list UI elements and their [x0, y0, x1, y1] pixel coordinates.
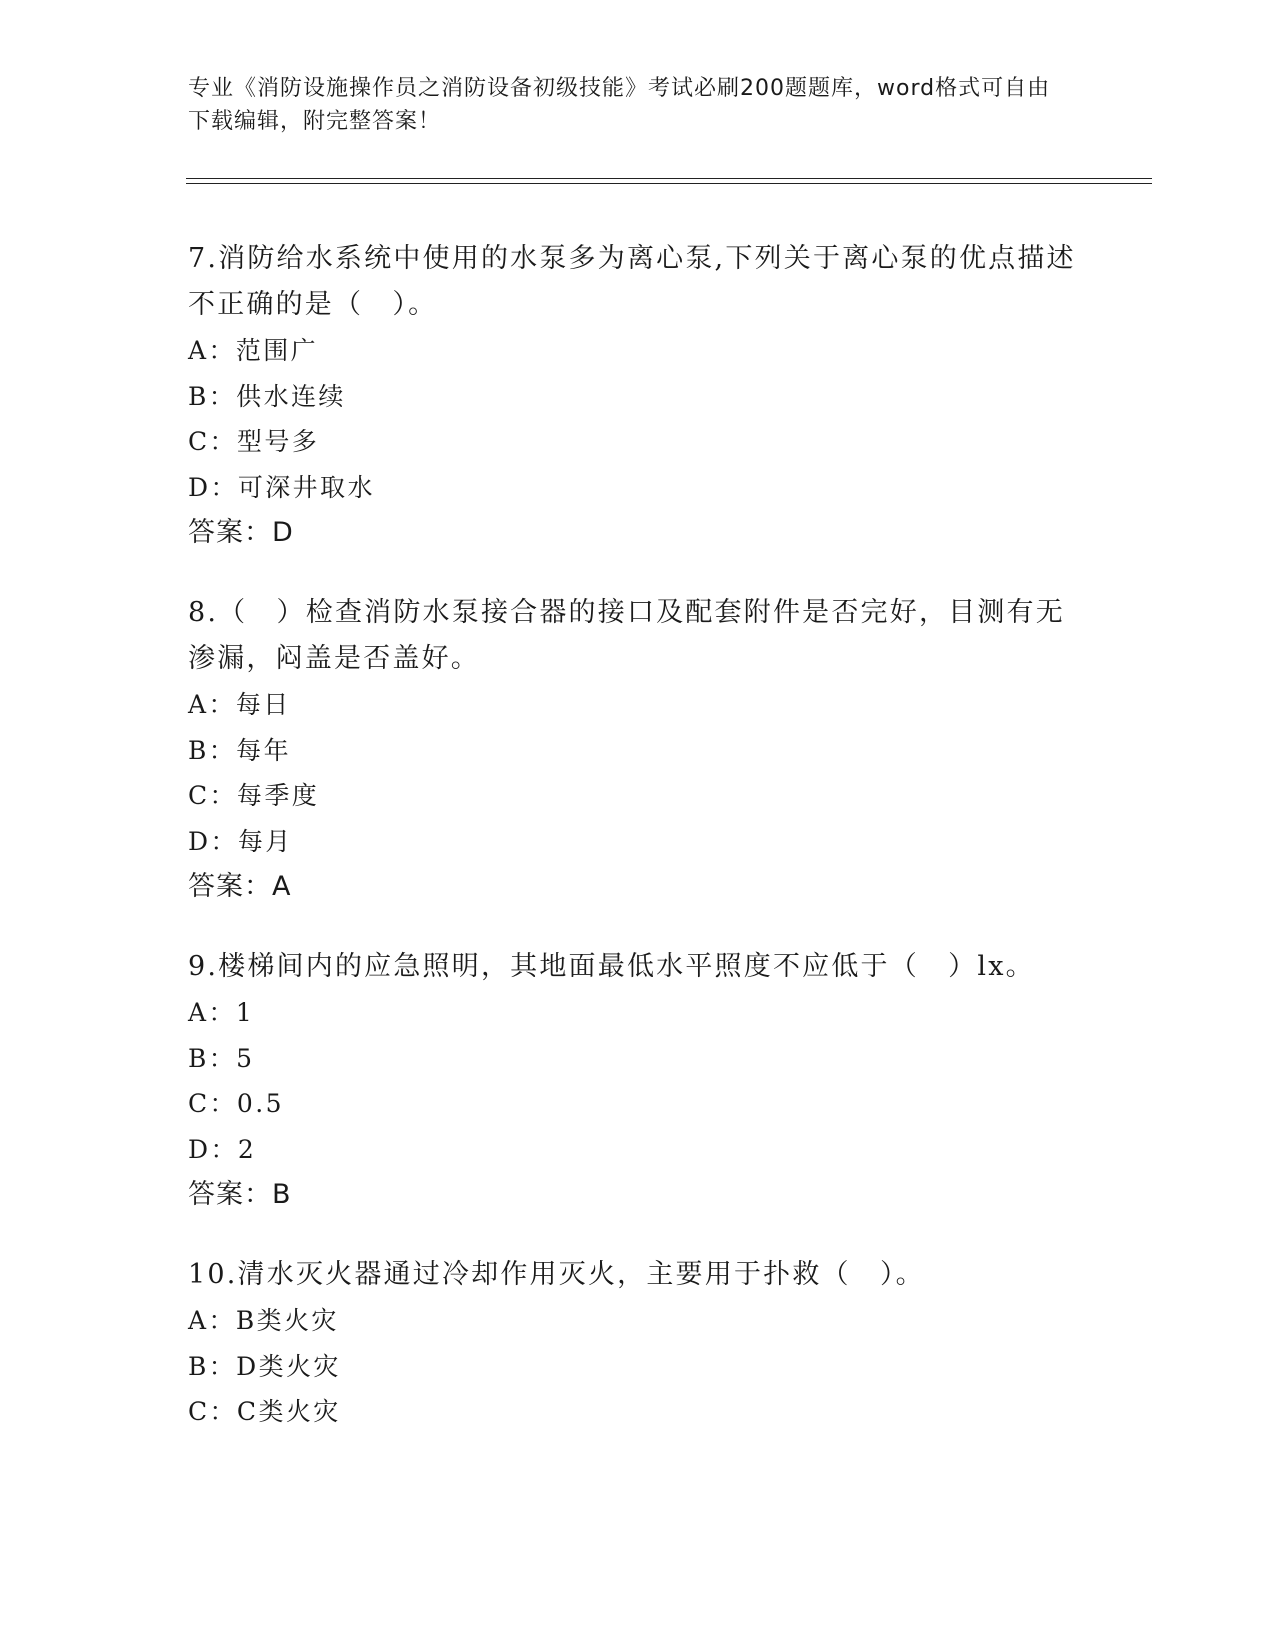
option-b: B：每年 — [188, 735, 291, 765]
option-c: C：型号多 — [188, 427, 320, 456]
option-c: C：C类火灾 — [188, 1397, 341, 1426]
question-9 — [188, 944, 1088, 1218]
option-b: B：供水连续 — [188, 381, 346, 411]
option-d: D：每月 — [188, 826, 293, 856]
question-7 — [188, 236, 1088, 556]
answer-line: 答案：B — [188, 1179, 292, 1210]
question-text: 7.消防给水系统中使用的水泵多为离心泵,下列关于离心泵的优点描述不正确的是（ ）。 — [188, 243, 1076, 320]
option-a: A：1 — [188, 998, 255, 1027]
question-text: 10.清水灭火器通过冷却作用灭火，主要用于扑救（ ）。 — [188, 1259, 925, 1290]
question-text: 9.楼梯间内的应急照明，其地面最低水平照度不应低于（ ）lx。 — [188, 951, 1035, 982]
question-list — [188, 236, 1088, 1469]
option-a: A：每日 — [188, 690, 291, 719]
question-text: 8.（ ）检查消防水泵接合器的接口及配套附件是否完好，目测有无渗漏，闷盖是否盖好。 — [188, 597, 1065, 674]
option-d: D：可深井取水 — [188, 472, 375, 502]
option-a: A：B类火灾 — [188, 1306, 339, 1335]
option-a: A：范围广 — [188, 336, 319, 365]
header-divider-top — [186, 178, 1152, 179]
document-header: 专业《消防设施操作员之消防设备初级技能》考试必刷200题题库，word格式可自由下载编辑，附完整答案！ — [188, 76, 1051, 134]
answer-line: 答案：D — [188, 517, 294, 548]
option-b: B：5 — [188, 1043, 255, 1073]
option-d: D：2 — [188, 1134, 257, 1164]
question-10 — [188, 1252, 1088, 1435]
answer-line: 答案：A — [188, 871, 292, 902]
question-8 — [188, 590, 1088, 910]
header-divider-bottom — [186, 183, 1152, 184]
option-c: C：每季度 — [188, 781, 320, 810]
option-c: C：0.5 — [188, 1089, 284, 1118]
option-b: B：D类火灾 — [188, 1351, 341, 1381]
